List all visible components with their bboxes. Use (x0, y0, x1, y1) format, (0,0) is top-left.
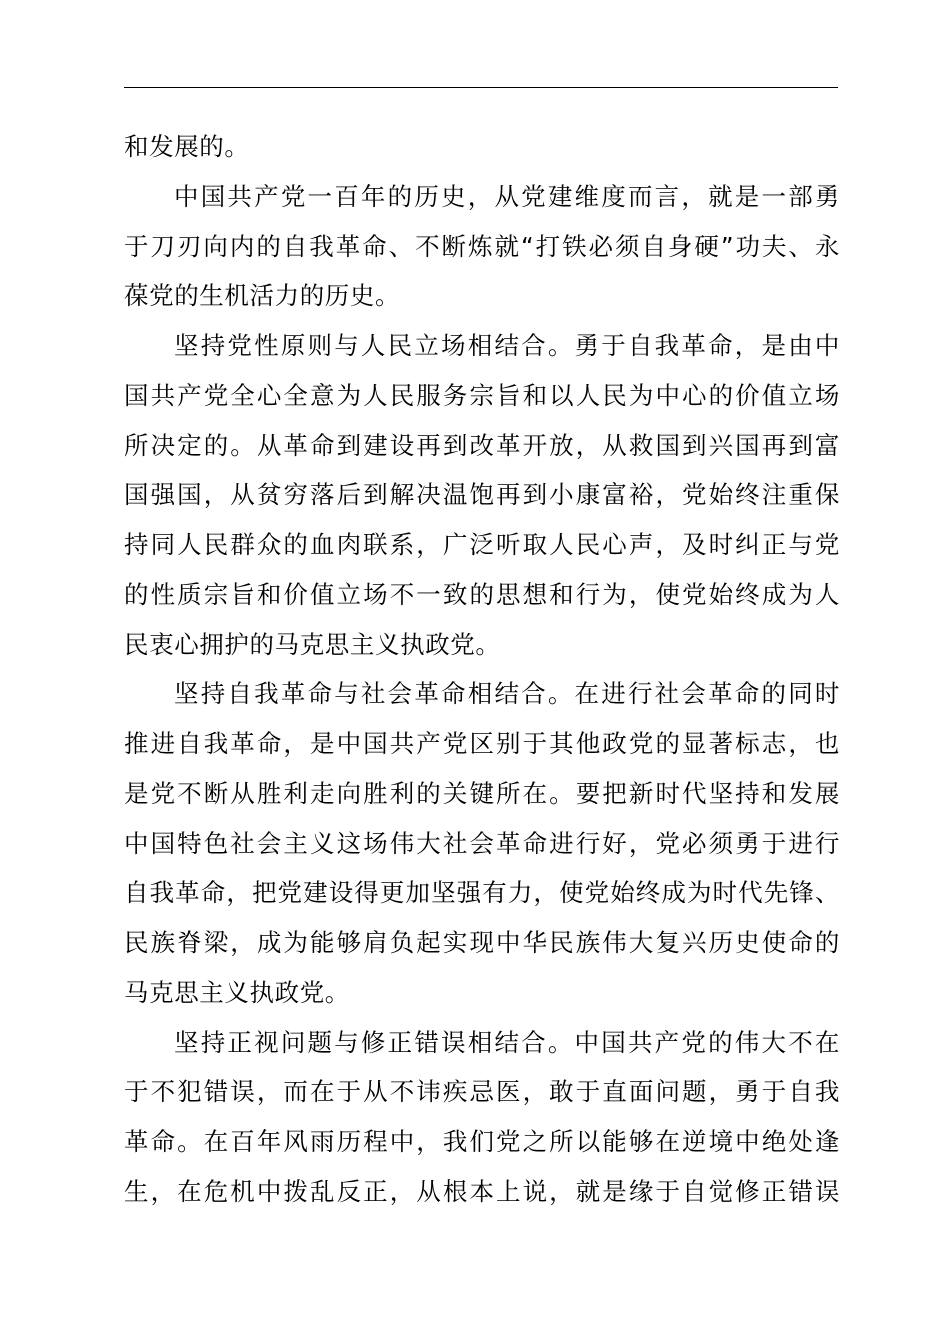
paragraph-start-line: 坚持党性原则与人民立场相结合。勇于自我革命，是由中 (174, 331, 840, 360)
text-line: 持同人民群众的血肉联系，广泛听取人民心声，及时纠正与党 (124, 530, 840, 559)
header-rule (124, 87, 838, 88)
text-line: 推进自我革命，是中国共产党区别于其他政党的显著标志，也 (124, 729, 840, 758)
text-line: 民族脊梁，成为能够肩负起实现中华民族伟大复兴历史使命的 (124, 928, 840, 957)
text-line: 于不犯错误，而在于从不讳疾忌医，敢于直面问题，勇于自我 (124, 1077, 840, 1107)
text-line: 生，在危机中拨乱反正，从根本上说，就是缘于自觉修正错误 (124, 1176, 840, 1206)
text-line: 民衷心拥护的马克思主义执政党。 (124, 629, 501, 659)
text-line: 的性质宗旨和价值立场不一致的思想和行为，使党始终成为人 (124, 579, 840, 609)
body-text (124, 122, 840, 1217)
paragraph-start-line: 中国共产党一百年的历史，从党建维度而言，就是一部勇 (174, 181, 840, 211)
text-line: 革命。在百年风雨历程中，我们党之所以能够在逆境中绝处逢 (124, 1127, 840, 1156)
text-line: 中国特色社会主义这场伟大社会革命进行好，党必须勇于进行 (124, 828, 840, 858)
paragraph-start-line: 坚持自我革命与社会革命相结合。在进行社会革命的同时 (174, 679, 840, 709)
text-line: 和发展的。 (124, 132, 250, 161)
text-line: 自我革命，把党建设得更加坚强有力，使党始终成为时代先锋、 (124, 878, 840, 908)
text-line: 所决定的。从革命到建设再到改革开放，从救国到兴国再到富 (124, 430, 840, 460)
paragraph-start-line: 坚持正视问题与修正错误相结合。中国共产党的伟大不在 (174, 1027, 840, 1057)
text-line: 国共产党全心全意为人民服务宗旨和以人民为中心的价值立场 (124, 380, 840, 410)
text-line: 国强国，从贫穷落后到解决温饱再到小康富裕，党始终注重保 (124, 480, 840, 510)
text-line: 马克思主义执政党。 (124, 977, 350, 1007)
text-line: 于刀刃向内的自我革命、不断炼就“打铁必须自身硬”功夫、永 (124, 231, 840, 261)
text-line: 葆党的生机活力的历史。 (124, 281, 401, 311)
text-line: 是党不断从胜利走向胜利的关键所在。要把新时代坚持和发展 (124, 778, 840, 808)
